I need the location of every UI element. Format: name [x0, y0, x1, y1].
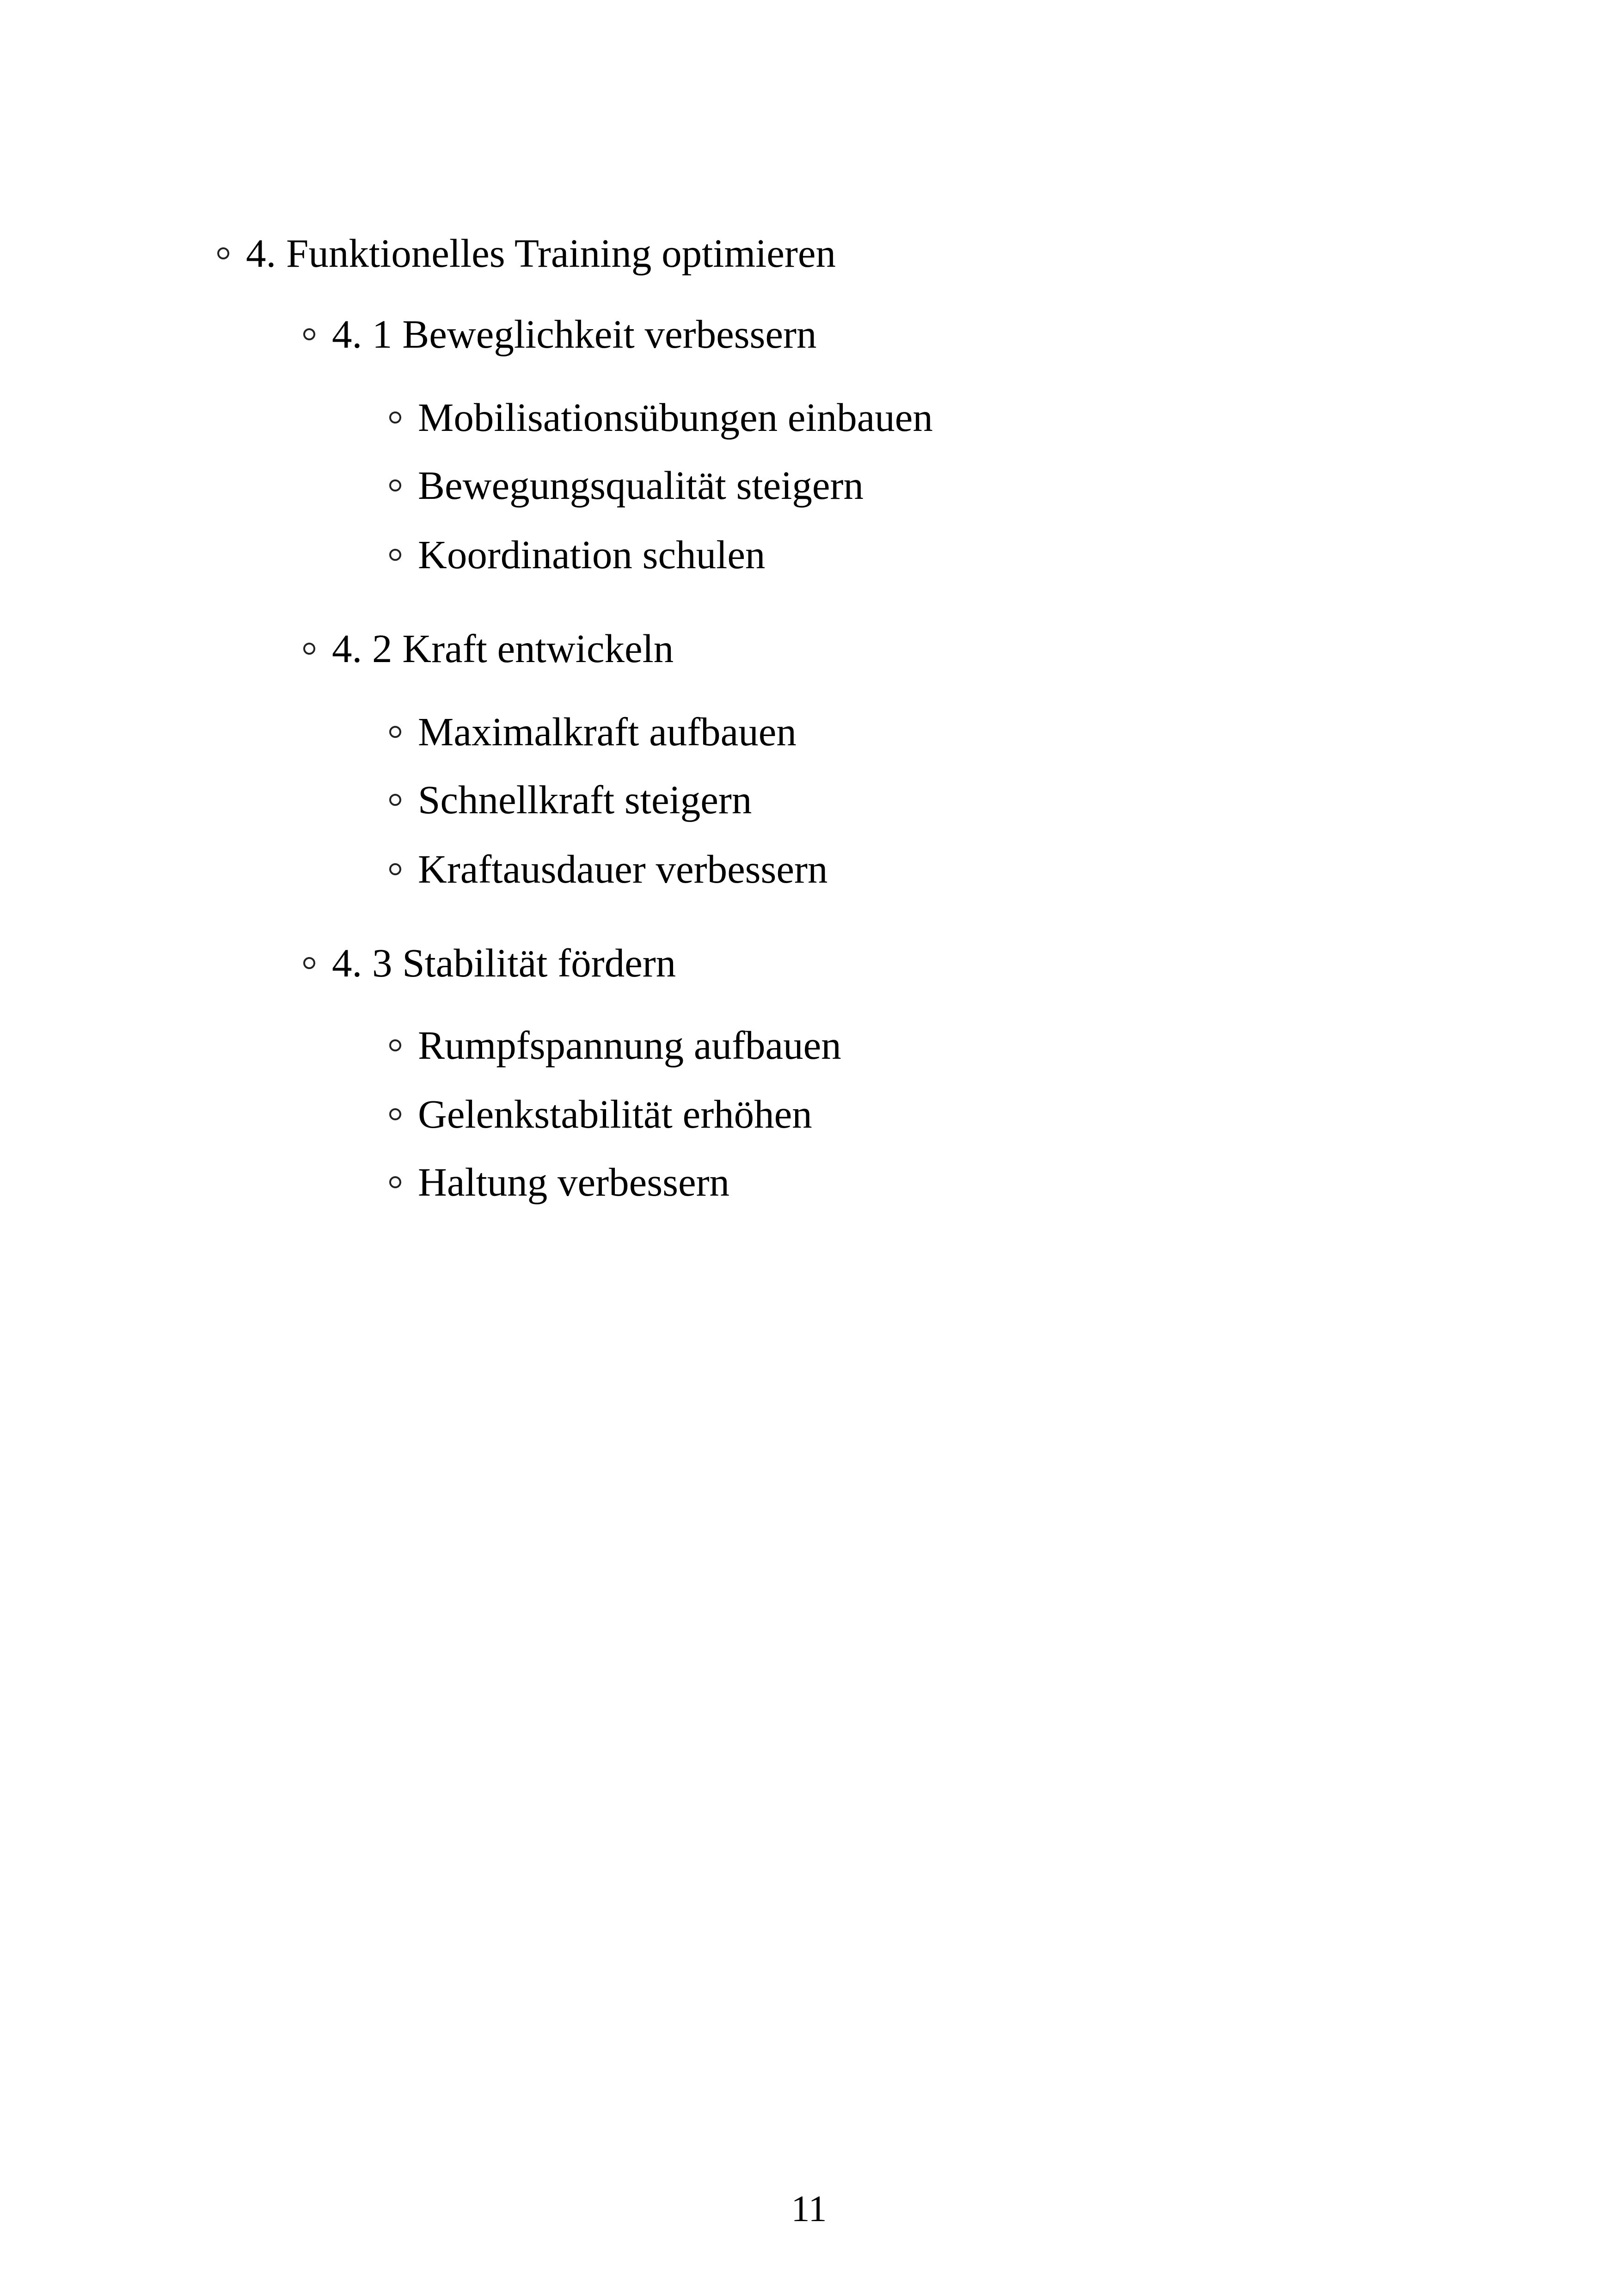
- outline-list-item: [389, 392, 933, 443]
- outline-section-4-1: [303, 309, 817, 360]
- hollow-circle-bullet-icon: [389, 411, 401, 424]
- hollow-circle-bullet-icon: [389, 1108, 401, 1120]
- hollow-circle-bullet-icon: [389, 1039, 401, 1051]
- outline-section-label: 4. 2 Kraft entwickeln: [332, 626, 674, 671]
- outline-list-item: [389, 1157, 729, 1208]
- outline-section-label: 4. 1 Beweglichkeit verbessern: [332, 312, 817, 356]
- outline-item-label: Haltung verbessern: [418, 1160, 730, 1204]
- outline-item-label: Mobilisationsübungen einbauen: [418, 395, 933, 440]
- outline-main-title: 4. Funktionelles Training optimieren: [246, 231, 836, 276]
- outline-item-label: Gelenkstabilität erhöhen: [418, 1092, 812, 1136]
- outline-section-4-3: [303, 938, 676, 988]
- outline-item-label: Rumpfspannung aufbauen: [418, 1023, 841, 1068]
- hollow-circle-bullet-icon: [389, 549, 401, 561]
- outline-section-4-2: [303, 623, 674, 674]
- outline-item-label: Maximalkraft aufbauen: [418, 709, 797, 754]
- outline-list-item: [389, 1089, 812, 1140]
- hollow-circle-bullet-icon: [389, 863, 401, 875]
- hollow-circle-bullet-icon: [217, 247, 229, 259]
- outline-list-item: [389, 706, 797, 757]
- outline-list-item: [389, 1020, 841, 1071]
- outline-item-label: Koordination schulen: [418, 532, 766, 577]
- page-number: 11: [791, 2189, 827, 2229]
- outline-section-label: 4. 3 Stabilität fördern: [332, 940, 676, 985]
- outline-list-item: [389, 460, 864, 511]
- hollow-circle-bullet-icon: [303, 643, 315, 655]
- hollow-circle-bullet-icon: [303, 957, 315, 969]
- outline-item-label: Bewegungsqualität steigern: [418, 463, 864, 508]
- hollow-circle-bullet-icon: [389, 479, 401, 491]
- hollow-circle-bullet-icon: [389, 1176, 401, 1188]
- hollow-circle-bullet-icon: [303, 328, 315, 340]
- outline-list-item: [389, 844, 827, 895]
- outline-item-main: [217, 228, 836, 279]
- hollow-circle-bullet-icon: [389, 794, 401, 806]
- outline-item-label: Kraftausdauer verbessern: [418, 847, 828, 891]
- hollow-circle-bullet-icon: [389, 726, 401, 738]
- outline-list-item: [389, 529, 765, 580]
- outline-item-label: Schnellkraft steigern: [418, 777, 752, 822]
- outline-list-item: [389, 774, 752, 825]
